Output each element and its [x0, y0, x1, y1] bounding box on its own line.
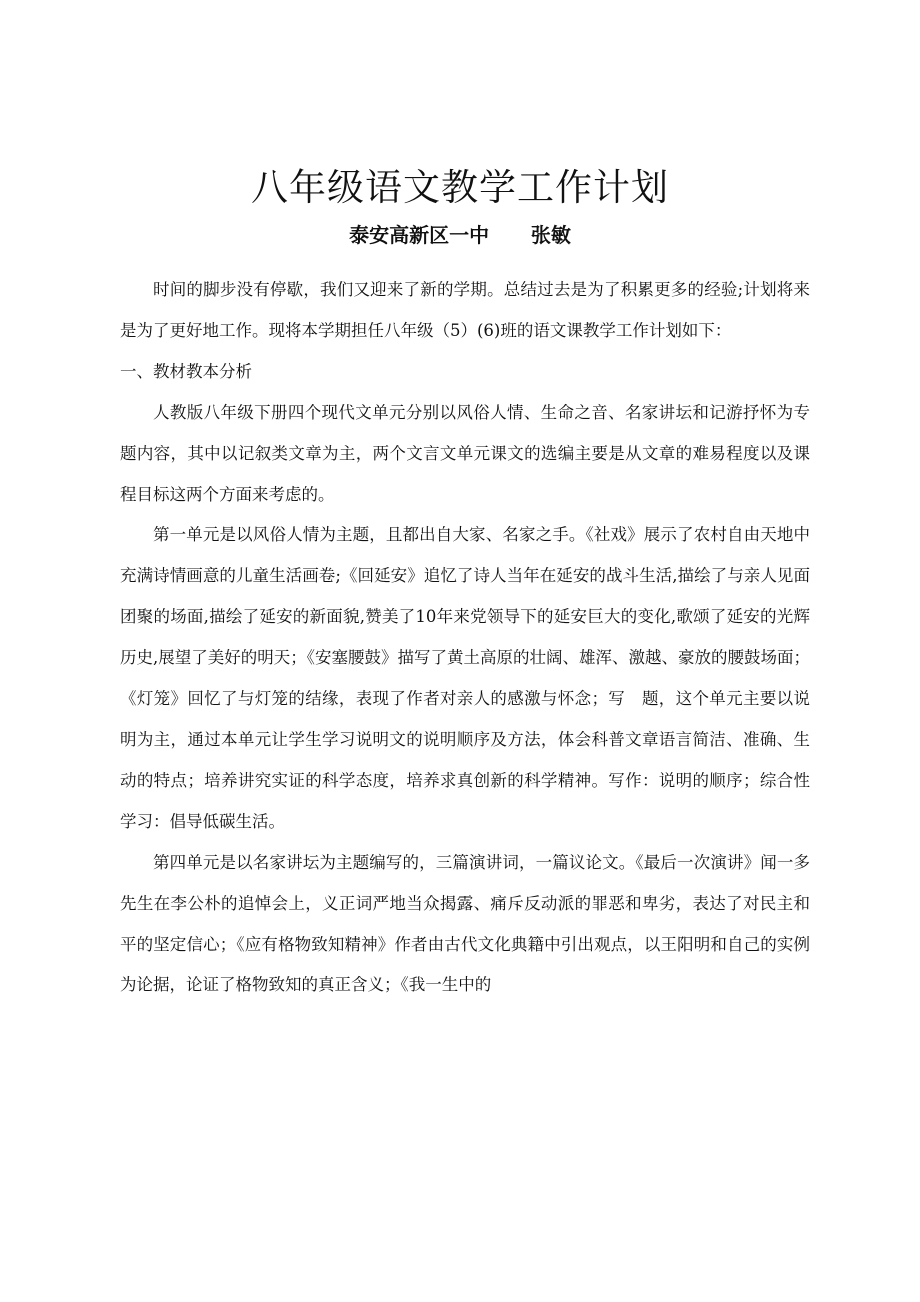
section-heading: 一、教材教本分析 — [120, 361, 252, 381]
intro-paragraph: 时间的脚步没有停歇，我们又迎来了新的学期。总结过去是为了积累更多的经验;计划将来是为了更好地工作。现将本学期担任八年级（5）(6)班的语文课教学工作计划如下： — [120, 280, 810, 340]
body-paragraph: 第四单元是以名家讲坛为主题编写的，三篇演讲词，一篇议论文。《最后一次演讲》闻一多先生在李公朴的追悼会上，义正词严地当众揭露、痛斥反动派的罪恶和卑劣，表达了对民主和平的坚定信心；《应有格物致知精神》作者由古代文化典籍中引出观点，以王阳明和自己的实例为论据，论证了格物致知的真正含义；《我一生中的 — [120, 852, 810, 995]
document-author: 泰安高新区一中 张敏 — [349, 223, 571, 247]
body-paragraph: 第一单元是以风俗人情为主题，且都出自大家、名家之手。《社戏》展示了农村自由天地中充满诗情画意的儿童生活画卷;《回延安》追忆了诗人当年在延安的战斗生活,描绘了与亲人见面团聚的场面,描绘了延安的新面貌,赞美了10年来党领导下的延安巨大的变化,歌颂了延安的光辉历史,展望了美好的明天；《安塞腰鼓》描写了黄土高原的壮阔、雄浑、激越、豪放的腰鼓场面；《灯笼》回忆了与灯笼的结缘，表现了作者对亲人的感激与怀念；写 题，这个单元主要以说明为主，通过本单元让学生学习说明文的说明顺序及方法，体会科普文章语言简洁、准确、生动的特点；培养讲究实证的科学态度，培养求真创新的科学精神。写作：说明的顺序；综合性学习：倡导低碳生活。 — [120, 525, 810, 831]
body-paragraph: 人教版八年级下册四个现代文单元分别以风俗人情、生命之音、名家讲坛和记游抒怀为专题内容，其中以记叙类文章为主，两个文言文单元课文的选编主要是从文章的难易程度以及课程目标这两个方面来考虑的。 — [120, 402, 810, 504]
document-title: 八年级语文教学工作计划 — [251, 166, 669, 209]
document-body — [120, 270, 810, 1006]
